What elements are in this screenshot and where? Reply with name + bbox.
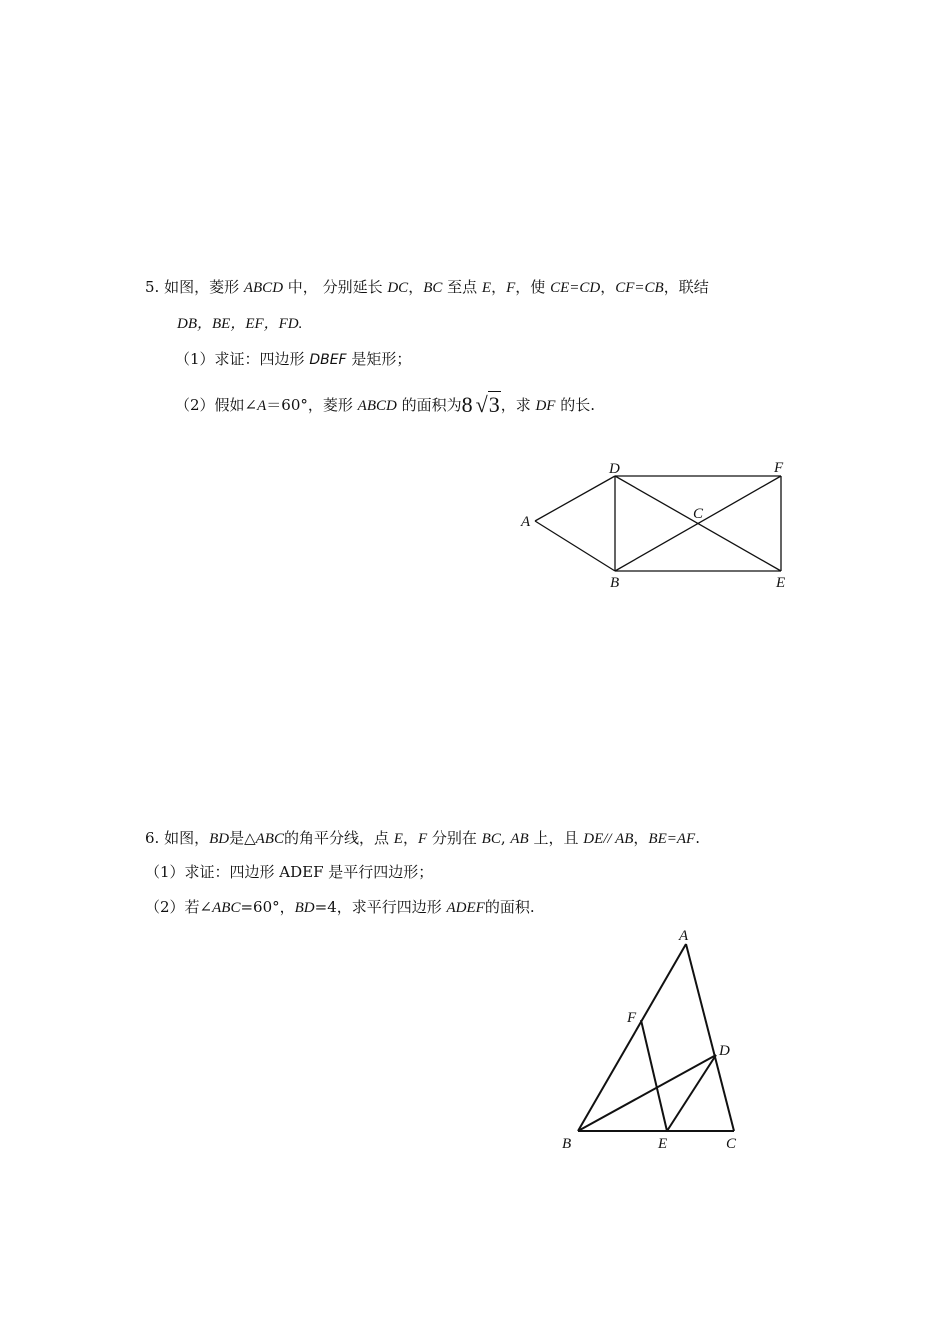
math-var: BE=AF xyxy=(648,831,696,847)
math-var: DBEF xyxy=(309,352,347,368)
label-C: C xyxy=(693,506,704,522)
text: ， xyxy=(600,278,616,296)
text: ， xyxy=(491,278,507,296)
text: 分别在 xyxy=(427,829,482,847)
text: 中， 分别延长 xyxy=(283,278,388,296)
text: ，使 xyxy=(515,278,551,296)
math-var: DC xyxy=(387,280,409,296)
label-B: B xyxy=(610,575,620,591)
text: =60°， xyxy=(240,898,295,916)
math-var: E xyxy=(481,280,492,296)
math-var: BD xyxy=(209,831,230,847)
math-var: CE=CD xyxy=(550,280,601,296)
math-var: F xyxy=(417,831,428,847)
text: 的面积为 xyxy=(396,396,462,414)
sqrt-sign: √ xyxy=(475,392,488,417)
math-var: ABC xyxy=(255,831,284,847)
sqrt-coefficient: 8 xyxy=(461,392,473,417)
text: . xyxy=(695,829,700,847)
math-var: ADEF xyxy=(446,900,485,916)
text: 的长. xyxy=(555,396,596,414)
math-var: BD xyxy=(294,900,315,916)
text: 上，且 xyxy=(528,829,584,847)
segment-ED xyxy=(667,1055,716,1131)
math-var: ABCD xyxy=(243,280,284,296)
label-A: A xyxy=(521,514,531,530)
text: （2）若∠ xyxy=(145,898,213,916)
text: 6. 如图， xyxy=(145,829,210,847)
label-E: E xyxy=(658,1136,668,1152)
problem6-question1: （1）求证：四边形 ADEF 是平行四边形； xyxy=(145,863,434,881)
text: ， xyxy=(408,278,424,296)
text: 是△ xyxy=(229,829,256,847)
sqrt-radicand: 3 xyxy=(488,392,500,417)
math-var: DF xyxy=(535,398,556,414)
text: ， xyxy=(633,829,649,847)
label-E: E xyxy=(776,575,786,591)
text: ，联结 xyxy=(663,278,709,296)
text: , xyxy=(500,829,511,847)
text: （2）假如∠ xyxy=(175,396,258,414)
label-F: F xyxy=(627,1010,637,1026)
text: =4，求平行四边形 xyxy=(314,898,447,916)
text: 至点 xyxy=(442,278,482,296)
math-var: CF=CB xyxy=(615,280,664,296)
text: ， xyxy=(402,829,418,847)
math-var: BC xyxy=(423,280,443,296)
problem5-statement-line2: DB，BE，EF，FD. xyxy=(177,316,303,332)
text: 是矩形； xyxy=(346,350,412,368)
label-F: F xyxy=(774,460,784,476)
math-var: E xyxy=(393,831,403,847)
math-var: BC xyxy=(481,831,501,847)
text: 5. 如图，菱形 xyxy=(145,278,244,296)
text: （1）求证：四边形 xyxy=(175,350,310,368)
text: 的角平分线，点 xyxy=(283,829,394,847)
segment-FE xyxy=(641,1020,667,1131)
math-var: A xyxy=(257,398,267,414)
label-D: D xyxy=(609,461,620,477)
segment-AC xyxy=(686,944,734,1131)
text: 的面积. xyxy=(484,898,535,916)
math-var: AB xyxy=(510,831,529,847)
label-D: D xyxy=(719,1043,730,1059)
label-C: C xyxy=(726,1136,737,1152)
math-var: DE// AB xyxy=(583,831,634,847)
math-var: ABC xyxy=(212,900,241,916)
label-B: B xyxy=(562,1136,572,1152)
text: ，求 xyxy=(500,396,536,414)
math-var: ABCD xyxy=(357,398,397,414)
math-var: F xyxy=(506,280,516,296)
segment-BA xyxy=(578,944,686,1131)
segment-BD xyxy=(578,1055,716,1131)
label-A: A xyxy=(679,928,689,944)
text: ＝60°，菱形 xyxy=(266,396,358,414)
